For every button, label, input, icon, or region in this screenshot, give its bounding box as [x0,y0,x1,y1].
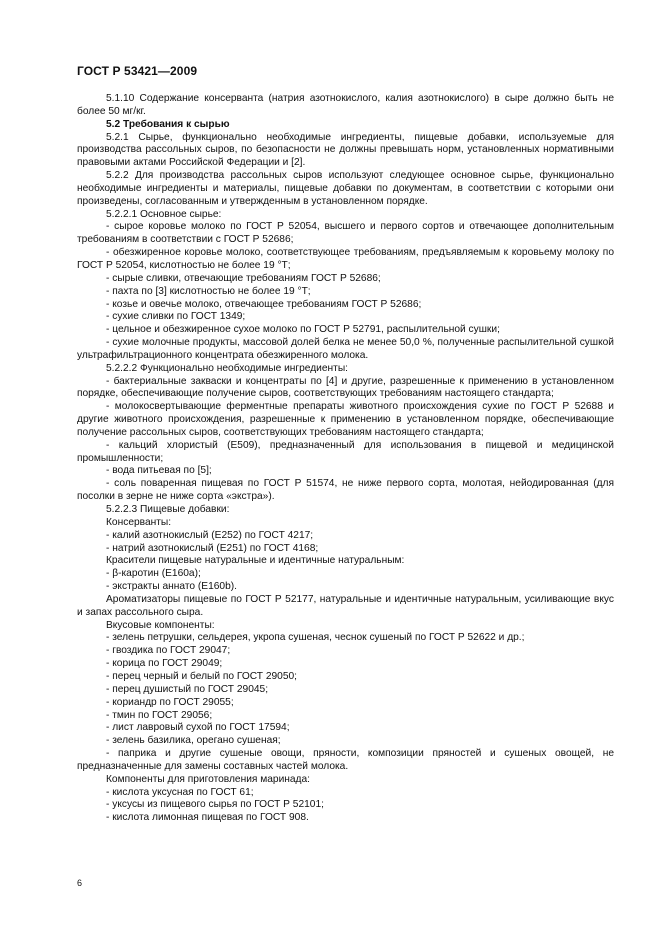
paragraph: - лист лавровый сухой по ГОСТ 17594; [106,722,290,734]
paragraph: - гвоздика по ГОСТ 29047; [106,645,231,657]
paragraph: - тмин по ГОСТ 29056; [106,709,213,721]
paragraph: - экстракты аннато (Е160b). [106,581,237,593]
paragraph: - уксусы из пищевого сырья по ГОСТ Р 52101; [106,799,324,811]
paragraph: - зелень базилика, орегано сушеная; [106,735,281,747]
paragraph: Красители пищевые натуральные и идентичные натуральным: [106,555,405,567]
paragraph: - сухие молочные продукты, массовой долей белка не менее 50,0 %, полученные распылительной сушкой ультрафильтрационного концентрата обезжиренного молока. [77,337,614,361]
paragraph: - цельное и обезжиренное сухое молоко по ГОСТ Р 52791, распылительной сушки; [106,324,500,336]
paragraph: - перец душистый по ГОСТ 29045; [106,683,269,695]
paragraph: - паприка и другие сушеные овощи, пряности, композиции пряностей и сушеных овощей, не предназначенные для замены составных частей молока. [77,748,614,772]
paragraph: - калий азотнокислый (Е252) по ГОСТ 4217; [106,529,314,541]
paragraph: Консерванты: [106,516,172,528]
paragraph: - сырые сливки, отвечающие требованиям ГОСТ Р 52686; [106,272,381,284]
paragraph: - пахта по [3] кислотностью не более 19 °Т; [106,285,311,297]
page-header-title: ГОСТ Р 53421—2009 [77,64,198,78]
paragraph: 5.2.2.1 Основное сырье: [106,208,222,220]
paragraph: 5.2.2.2 Функционально необходимые ингредиенты: [106,362,348,374]
paragraph: 5.2.2.3 Пищевые добавки: [106,504,230,515]
paragraph: - корица по ГОСТ 29049; [106,658,223,670]
paragraph: - соль поваренная пищевая по ГОСТ Р 51574, не ниже первого сорта, молотая, нейодированная (для посолки в зерне не ниже сорта «экстра»). [77,478,614,503]
paragraph: - зелень петрушки, сельдерея, укропа сушеная, чеснок сушеный по ГОСТ Р 52622 и др.; [106,632,525,644]
paragraph: 5.1.10 Содержание консерванта (натрия азотнокислого, калия азотнокислого) в сыре должно быть не более 50 мг/кг. [77,93,614,117]
paragraph: Вкусовые компоненты: [106,619,215,631]
document-body [77,93,614,825]
paragraph: Компоненты для приготовления маринада: [106,773,310,785]
paragraph: - кориандр по ГОСТ 29055; [106,696,234,708]
paragraph: - натрий азотнокислый (Е251) по ГОСТ 4168; [106,542,319,554]
page-number: 6 [77,878,83,888]
paragraph: - β-каротин (Е160а); [106,568,201,580]
paragraph: 5.2.1 Сырье, функционально необходимые ингредиенты, пищевые добавки, используемые для производства рассольных сыров, по безопасности не должны превышать норм, установленных нормативными правовыми актами Российской Федерации и [2]. [77,131,614,169]
paragraph: - сырое коровье молоко по ГОСТ Р 52054, высшего и первого сортов и отвечающее дополнительным требованиям в соответствии с ГОСТ Р 52686; [77,221,614,246]
paragraph: - молокосвертывающие ферментные препараты животного происхождения сухие по ГОСТ Р 52688 и другие животного происхождения, разрешенные к применению в установленном порядке, обеспечивающие получение рассольных сыров, соответствующих требованиям настоящего стандарта; [77,401,614,438]
paragraph: - сухие сливки по ГОСТ 1349; [106,311,246,323]
paragraph: - козье и овечье молоко, отвечающее требованиям ГОСТ Р 52686; [106,298,422,310]
paragraph: - кальций хлористый (Е509), предназначенный для использования в пищевой и медицинской промышленности; [77,439,614,464]
section-heading: 5.2 Требования к сырью [106,118,230,130]
paragraph: 5.2.2 Для производства рассольных сыров используют следующее основное сырье, функционально необходимые ингредиенты и материалы, пищевые добавки по документам, в соответствии с которыми они произведены, согласованным и утвержденным в установленном порядке. [77,170,614,207]
paragraph: - кислота лимонная пищевая по ГОСТ 908. [106,812,309,824]
paragraph: - вода питьевая по [5]; [106,465,212,477]
paragraph: - обезжиренное коровье молоко, соответствующее требованиям, предъявляемым к коровьему молоку по ГОСТ Р 52054, кислотностью не более 19 °Т; [77,247,614,271]
paragraph: Ароматизаторы пищевые по ГОСТ Р 52177, натуральные и идентичные натуральным, усиливающие вкус и запах рассольного сыра. [77,593,614,618]
paragraph: - бактериальные закваски и концентраты по [4] и другие, разрешенные к применению в установленном порядке, обеспечивающие получение сыров, соответствующих требованиям настоящего стандарта; [77,375,614,400]
paragraph: - перец черный и белый по ГОСТ 29050; [106,670,297,682]
paragraph: - кислота уксусная по ГОСТ 61; [106,786,254,798]
